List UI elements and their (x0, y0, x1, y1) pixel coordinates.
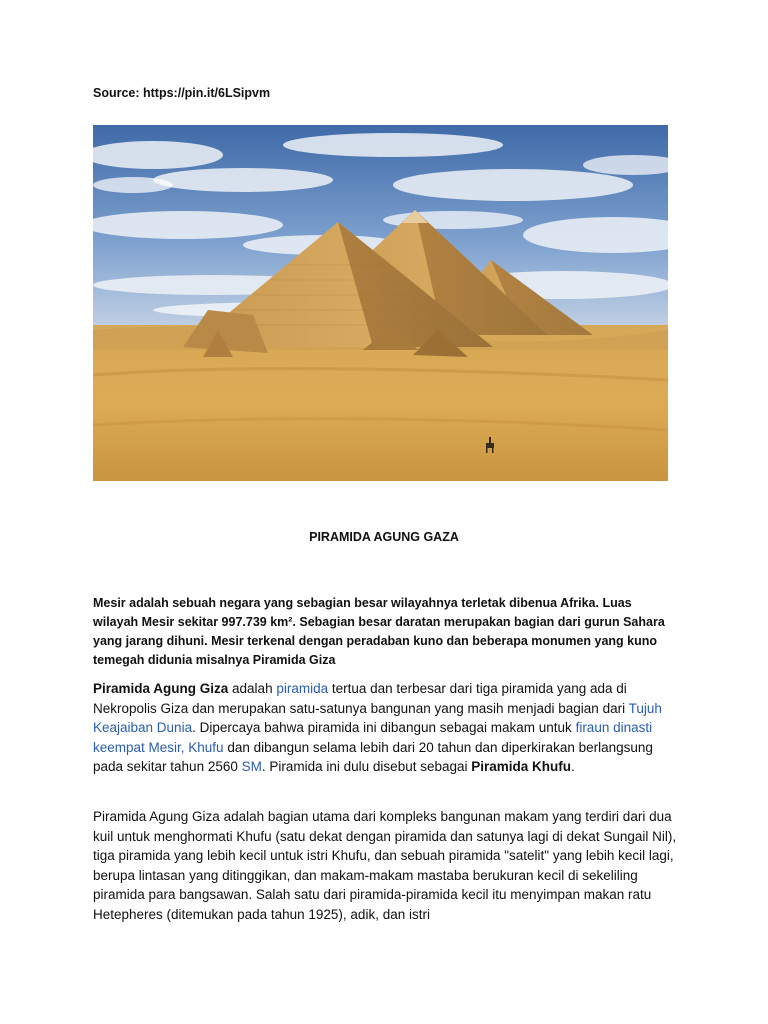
source-line: Source: https://pin.it/6LSipvm (93, 86, 271, 100)
paragraph-piramida-agung-giza (93, 679, 678, 777)
page-title: PIRAMIDA AGUNG GAZA (309, 530, 459, 544)
text-run: . Dipercaya bahwa piramida ini dibangun sebagai makam untuk (192, 720, 576, 736)
paragraph-complex: Piramida Agung Giza adalah bagian utama dari kompleks bangunan makam yang terdiri dari dua kuil untuk menghormati Khufu (satu dekat dengan piramida dan satunya lagi di dekat Sungail Nil), tiga piramida yang lebih kecil untuk istri Khufu, dan sebuah piramida "satelit" yang lebih kecil lagi, berupa lintasan yang ditinggikan, dan makam-makam mastaba berukuran kecil di sekeliling piramida para bangsawan. Salah satu dari piramida-piramida kecil itu menyimpan makan ratu Hetepheres (ditemukan pada tahun 1925), adik, dan istri (93, 809, 677, 922)
text-run: . (571, 759, 575, 775)
bold-term: Piramida Agung Giza (93, 681, 229, 696)
text-run: . Piramida ini dulu disebut sebagai (261, 759, 472, 775)
pyramids-photo (93, 125, 668, 481)
text-run: tertua dan terbesar dari tiga piramida yang ada di Nekropolis Giza dan merupakan satu-satunya bangunan yang masih menjadi bagian dari (93, 681, 629, 716)
link-piramida[interactable]: piramida (276, 681, 329, 696)
bold-term: Piramida Khufu (471, 759, 572, 775)
link-tujuh-keajaiban-dunia[interactable]: Tujuh Keajaiban Dunia (93, 700, 662, 736)
text-run: dan dibangun selama lebih dari 20 tahun dan diperkirakan berlangsung pada sekitar tahun 2560 (93, 739, 653, 775)
link-firaun-khufu[interactable]: firaun dinasti keempat Mesir, Khufu (93, 720, 653, 755)
text-run: adalah (228, 681, 277, 696)
link-sm[interactable]: SM (241, 759, 262, 775)
intro-paragraph: Mesir adalah sebuah negara yang sebagian besar wilayahnya terletak dibenua Afrika. Luas wilayah Mesir sekitar 997.739 km². Sebagian besar daratan merupakan bagian dari gurun Sahara yang jarang dihuni. Mesir terkenal dengan peradaban kuno dan beberapa monumen yang kuno temegah didunia misalnya Piramida Giza (93, 596, 665, 667)
